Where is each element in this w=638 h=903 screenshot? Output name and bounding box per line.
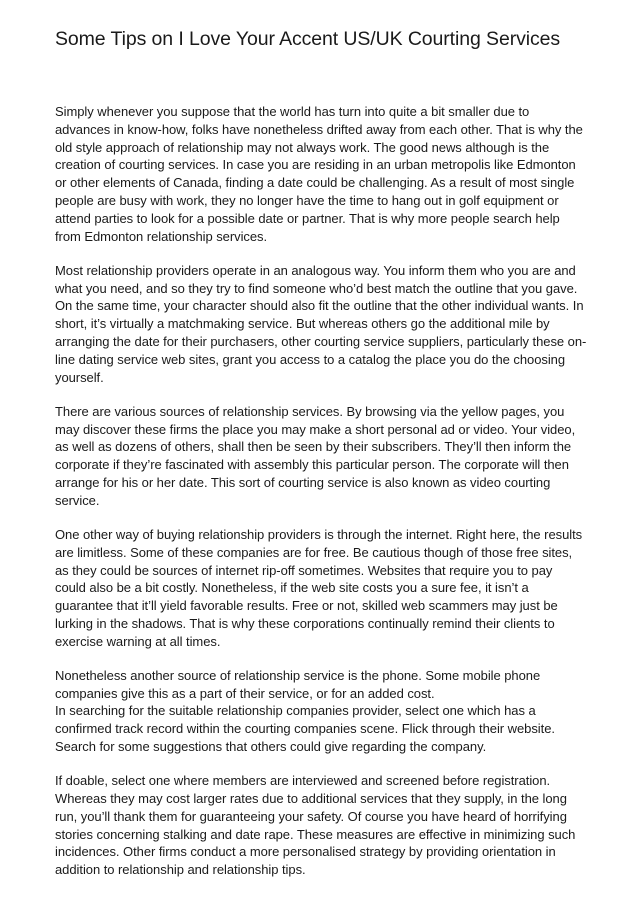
text-line: what you need, and so they try to find someone who’d best match the outline that you gave. [55, 280, 578, 296]
text-line: If doable, select one where members are interviewed and screened before registration. [55, 773, 551, 789]
text-line: Most relationship providers operate in an analogous way. You inform them who you are and [55, 262, 576, 278]
text-line: advances in know-how, folks have nonetheless drifted away from each other. That is why the [55, 121, 583, 137]
text-line: Nonetheless another source of relationship service is the phone. Some mobile phone [55, 667, 541, 683]
text-line: addition to relationship and relationship tips. [55, 862, 306, 878]
text-line: On the same time, your character should also fit the outline that the other individual wants. In [55, 298, 584, 314]
text-line: Search for some suggestions that others could give regarding the company. [55, 739, 487, 755]
paragraph [55, 403, 586, 510]
text-line: arranging the date for their purchasers, other courting service suppliers, particularly these on- [55, 333, 587, 349]
text-line: service. [55, 492, 100, 508]
text-line: are limitless. Some of these companies are for free. Be cautious though of those free sites, [55, 544, 573, 560]
text-line: exercise warning at all times. [55, 633, 221, 649]
text-line: There are various sources of relationship services. By browsing via the yellow pages, you [55, 403, 565, 419]
text-line: Simply whenever you suppose that the world has turn into quite a bit smaller due to [55, 104, 530, 119]
text-line: confirmed track record within the courting companies scene. Flick through their website. [55, 721, 555, 737]
text-line: from Edmonton relationship services. [55, 228, 268, 244]
text-line: corporate if they’re fascinated with assembly this particular person. The corporate will then [55, 457, 569, 473]
text-line: as well as dozens of others, shall then be seen by their subscribers. They’ll then inform the [55, 439, 572, 455]
page-title: Some Tips on I Love Your Accent US/UK Courting Services [55, 28, 561, 50]
text-line: may discover these firms the place you may make a short personal ad or video. Your video, [55, 421, 576, 437]
text-line: arrange for his or her date. This sort of courting service is also known as video courting [55, 474, 551, 490]
paragraph [55, 667, 586, 756]
text-line: as they could be sources of internet rip-off sometimes. Websites that require you to pay [55, 562, 553, 578]
text-line: line dating service web sites, grant you access to a catalog the place you do the choosing [55, 351, 566, 367]
text-line: creation of courting services. In case you are residing in an urban metropolis like Edmonton [55, 157, 576, 173]
text-line: short, it’s virtually a matchmaking service. But whereas others go the additional mile by [55, 316, 550, 332]
text-line: guarantee that it’ll yield favorable results. Free or not, skilled web scammers may just be [55, 598, 558, 614]
paragraph [55, 103, 586, 245]
text-line: run, you’ll thank them for guaranteeing your safety. Of course you have heard of horrifying [55, 808, 567, 824]
text-line: companies give this as a part of their service, or for an added cost. [55, 685, 435, 701]
text-line: yourself. [55, 369, 104, 385]
text-line: people are busy with work, they no longer have the time to hang out in golf equipment or [55, 192, 559, 208]
paragraph [55, 262, 586, 387]
text-line: incidences. Other firms conduct a more personalised strategy by providing orientation in [55, 844, 556, 860]
paragraph [55, 772, 586, 879]
text-line: In searching for the suitable relationship companies provider, select one which has a [55, 703, 536, 719]
text-line: Whereas they may cost larger rates due to additional services that they supply, in the long [55, 791, 567, 807]
text-line: old style approach of relationship may not always work. The good news although is the [55, 139, 550, 155]
text-line: attend parties to look for a possible date or partner. That is why more people search help [55, 210, 560, 226]
text-line: One other way of buying relationship providers is through the internet. Right here, the results [55, 526, 583, 542]
text-line: stories concerning stalking and date rape. These measures are effective in minimizing such [55, 826, 576, 842]
document-body [55, 103, 586, 879]
text-line: lurking in the shadows. That is why these corporations continually remind their clients to [55, 615, 555, 631]
text-line: or other elements of Canada, finding a date could be challenging. As a result of most single [55, 175, 575, 191]
paragraph [55, 526, 586, 651]
text-line: could also be a bit costly. Nonetheless, if the web site costs you a sure fee, it isn’t a [55, 580, 529, 596]
